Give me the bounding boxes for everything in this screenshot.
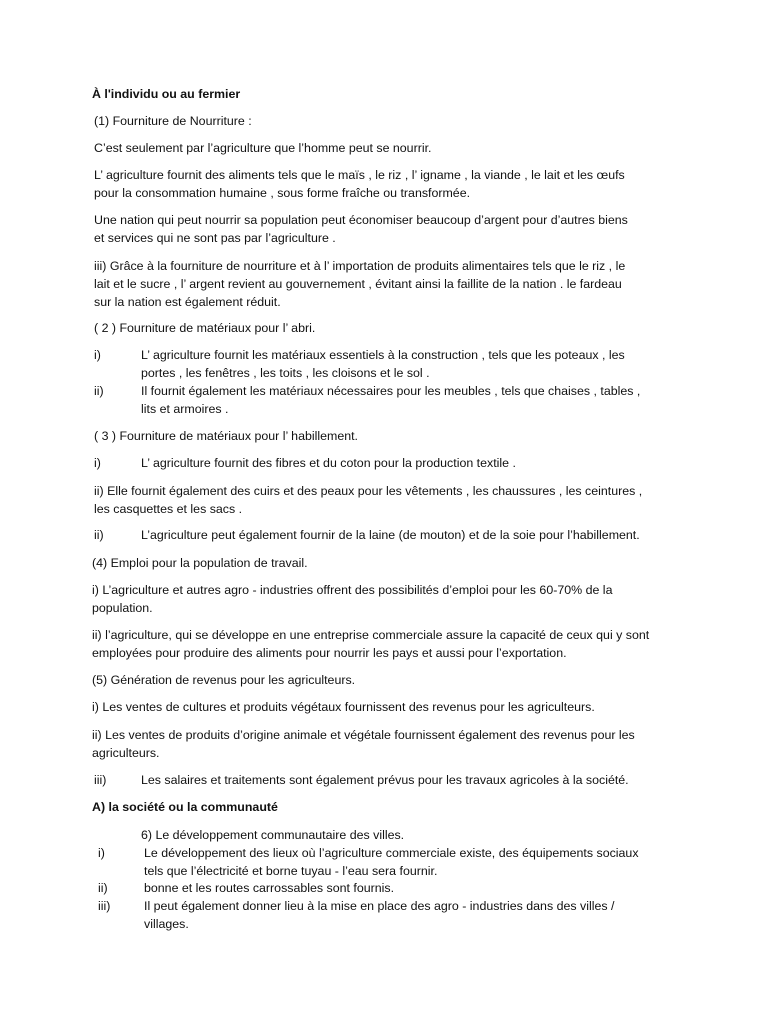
paragraph-line: lait et le sucre , l’ argent revient au gouvernement , évitant ainsi la faillite de la nation . le fardeau	[94, 277, 622, 291]
list-item-line: lits et armoires .	[141, 402, 229, 416]
list-item-line: Il fournit également les matériaux nécessaires pour les meubles , tels que chaises , tables ,	[141, 384, 641, 398]
heading-individual: À l'individu ou au fermier	[92, 87, 241, 101]
paragraph-line: Une nation qui peut nourrir sa population peut économiser beaucoup d’argent pour d’autres biens	[94, 213, 628, 227]
section-5-title: (5) Génération de revenus pour les agriculteurs.	[92, 673, 356, 687]
paragraph-line: employées pour produire des aliments pour nourrir les pays et aussi pour l’exportation.	[92, 646, 567, 660]
paragraph-line: L’ agriculture fournit des aliments tels que le maïs , le riz , l’ igname , la viande , le lait et les œufs	[94, 168, 625, 182]
paragraph: i) Les ventes de cultures et produits végétaux fournissent des revenus pour les agriculteurs.	[92, 700, 595, 714]
list-number: ii)	[98, 881, 108, 895]
list-item-line: Les salaires et traitements sont également prévus pour les travaux agricoles à la société.	[141, 773, 629, 787]
list-number: iii)	[98, 899, 111, 913]
paragraph-line: agriculteurs.	[92, 746, 160, 760]
paragraph-line: ii) l’agriculture, qui se développe en une entreprise commerciale assure la capacité de ceux qui y sont	[92, 628, 650, 642]
list-number: ii)	[94, 528, 104, 542]
list-number: i)	[98, 846, 105, 860]
paragraph-line: les casquettes et les sacs .	[94, 502, 243, 516]
list-item-line: bonne et les routes carrossables sont fournis.	[144, 881, 395, 895]
section-4-title: (4) Emploi pour la population de travail.	[92, 556, 308, 570]
list-item-line: Le développement des lieux où l’agriculture commerciale existe, des équipements sociaux	[144, 846, 639, 860]
paragraph: C’est seulement par l’agriculture que l’homme peut se nourrir.	[94, 141, 432, 155]
section-3-title: ( 3 ) Fourniture de matériaux pour l’ habillement.	[94, 429, 358, 443]
section-2-title: ( 2 ) Fourniture de matériaux pour l’ abri.	[94, 321, 316, 335]
paragraph-line: iii) Grâce à la fourniture de nourriture et à l’ importation de produits alimentaires tels que le riz , le	[94, 259, 626, 273]
list-number: ii)	[94, 384, 104, 398]
list-number: iii)	[94, 773, 107, 787]
list-item-line: villages.	[144, 917, 189, 931]
list-item-line: L’ agriculture fournit des fibres et du coton pour la production textile .	[141, 456, 516, 470]
paragraph-line: i) L’agriculture et autres agro - industries offrent des possibilités d’emploi pour les 60-70% de la	[92, 583, 613, 597]
list-item-line: tels que l’électricité et borne tuyau - l’eau sera fournir.	[144, 864, 438, 878]
paragraph-line: population.	[92, 601, 153, 615]
paragraph-line: ii) Elle fournit également des cuirs et des peaux pour les vêtements , les chaussures , les ceintures ,	[94, 484, 643, 498]
heading-society: A) la société ou la communauté	[92, 800, 278, 814]
paragraph-line: sur la nation est également réduit.	[94, 295, 281, 309]
paragraph-line: et services qui ne sont pas par l’agriculture .	[94, 231, 336, 245]
paragraph-line: ii) Les ventes de produits d’origine animale et végétale fournissent également des revenus pour les	[92, 728, 635, 742]
list-item-line: L’agriculture peut également fournir de la laine (de mouton) et de la soie pour l’habillement.	[141, 528, 640, 542]
list-number: i)	[94, 456, 101, 470]
section-6-title: 6) Le développement communautaire des villes.	[141, 828, 405, 842]
list-item-line: L’ agriculture fournit les matériaux essentiels à la construction , tels que les poteaux , les	[141, 348, 625, 362]
list-item-line: portes , les fenêtres , les toits , les cloisons et le sol .	[141, 366, 430, 380]
section-1-title: (1) Fourniture de Nourriture :	[94, 114, 252, 128]
paragraph-line: pour la consommation humaine , sous forme fraîche ou transformée.	[94, 186, 471, 200]
list-item-line: Il peut également donner lieu à la mise en place des agro - industries dans des villes /	[144, 899, 615, 913]
list-number: i)	[94, 348, 101, 362]
